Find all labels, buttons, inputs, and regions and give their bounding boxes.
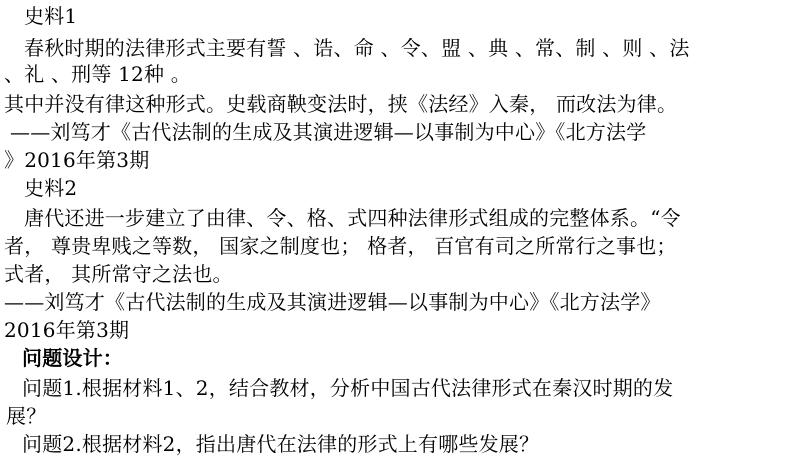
question-1-line-2: 展？: [6, 404, 47, 428]
section1-source-line-2: 》2016年第3期: [4, 148, 150, 172]
question-design-heading: 问题设计：: [22, 346, 123, 370]
section2-line-1: 唐代还进一步建立了由律、令、格、式四种法律形式组成的完整体系。“令: [24, 206, 681, 230]
section1-source-line-1: ——刘笃才《古代法制的生成及其演进逻辑—以事制为中心》《北方法学: [10, 120, 647, 144]
question-1-line-1: 问题1.根据材料1、2，结合教材，分析中国古代法律形式在秦汉时期的发: [22, 376, 674, 400]
section1-heading: 史料1: [24, 4, 78, 28]
section2-line-3: 式者， 其所常守之法也。: [4, 262, 233, 286]
section1-line-2: 、礼 、刑等 12种 。: [4, 62, 191, 86]
question-2: 问题2.根据材料2，指出唐代在法律的形式上有哪些发展？: [22, 432, 540, 456]
section2-source-line-1: ——刘笃才《古代法制的生成及其演进逻辑—以事制为中心》《北方法学》: [4, 290, 661, 314]
section1-line-3: 其中并没有律这种形式。史载商鞅变法时，挟《法经》入秦， 而改法为律。: [4, 92, 678, 116]
section2-line-2: 者， 尊贵卑贱之等数， 国家之制度也； 格者， 百官有司之所常行之事也；: [4, 234, 677, 258]
section2-heading: 史料2: [24, 176, 78, 200]
section1-line-1: 春秋时期的法律形式主要有誓 、诰、命 、令、盟 、典 、常、制 、则 、法: [24, 36, 690, 60]
section2-source-line-2: 2016年第3期: [4, 318, 130, 342]
